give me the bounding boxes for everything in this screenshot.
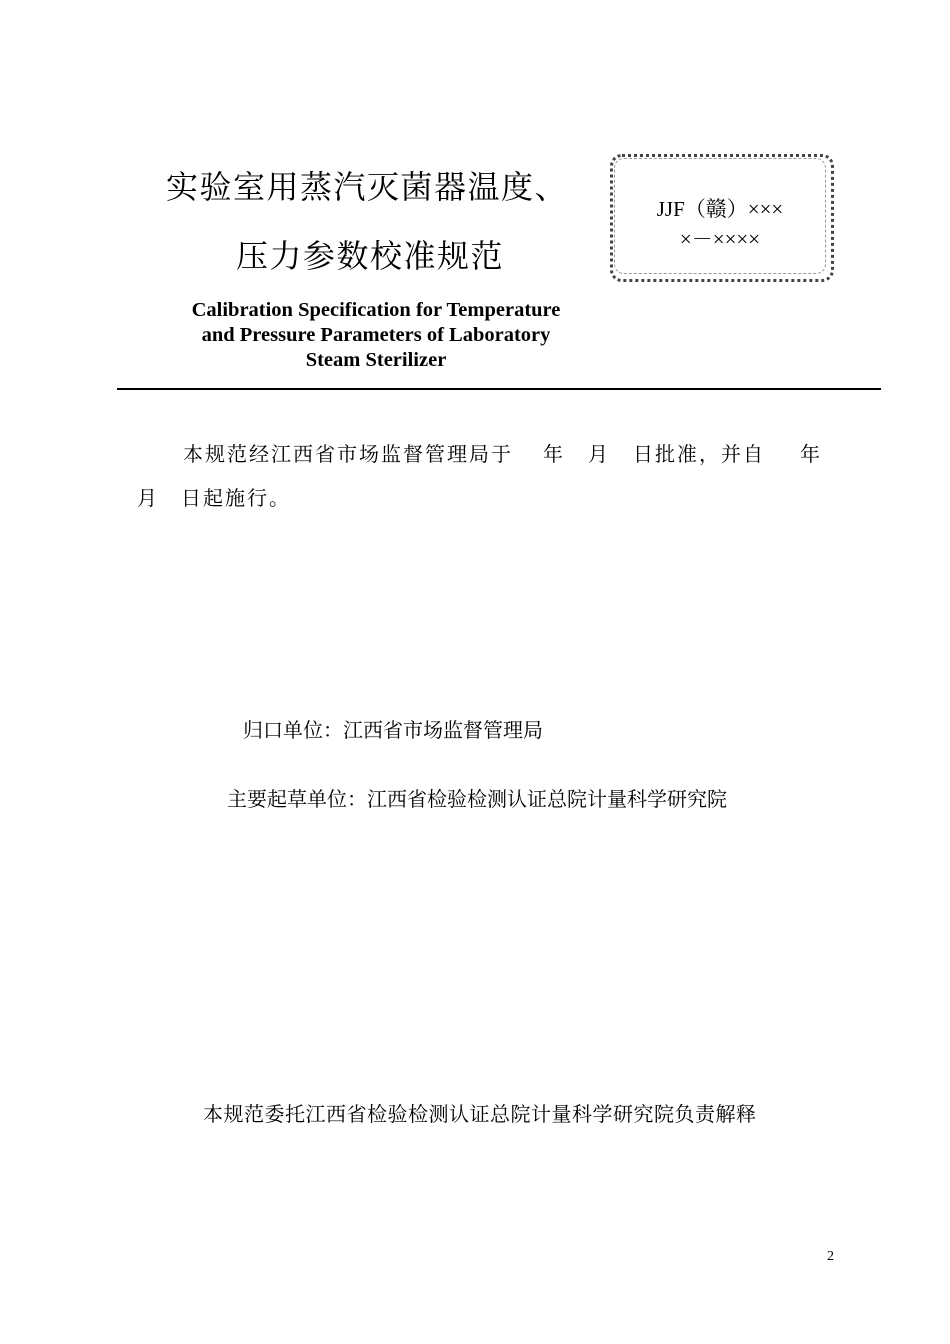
effective-month: 月 — [137, 486, 159, 510]
approval-text: 本规范经江西省市场监督管理局于 — [183, 442, 513, 466]
drafting-unit: 主要起草单位：江西省检验检测认证总院计量科学研究院 — [227, 787, 727, 811]
divider-rule — [117, 388, 881, 390]
title-cn-line2: 压力参数校准规范 — [236, 237, 505, 275]
effective-text: 日起施行。 — [181, 486, 291, 510]
interpretation-note: 本规范委托江西省检验检测认证总院计量科学研究院负责解释 — [203, 1102, 757, 1126]
standard-code-line2: ×－×××× — [679, 227, 761, 251]
page-number: 2 — [827, 1249, 834, 1264]
effective-year: 年 — [800, 442, 822, 466]
title-en-line2: and Pressure Parameters of Laboratory — [201, 324, 551, 346]
responsible-unit: 归口单位：江西省市场监督管理局 — [243, 718, 543, 742]
standard-code-line1: JJF（赣）××× — [656, 197, 784, 221]
title-cn-line1: 实验室用蒸汽灭菌器温度、 — [166, 168, 569, 206]
title-en-line3: Steam Sterilizer — [305, 349, 447, 371]
approval-month: 月 — [588, 442, 610, 466]
approval-year: 年 — [543, 442, 565, 466]
title-en-line1: Calibration Specification for Temperature — [191, 299, 561, 321]
approval-text-2: 日批准，并自 — [633, 442, 765, 466]
